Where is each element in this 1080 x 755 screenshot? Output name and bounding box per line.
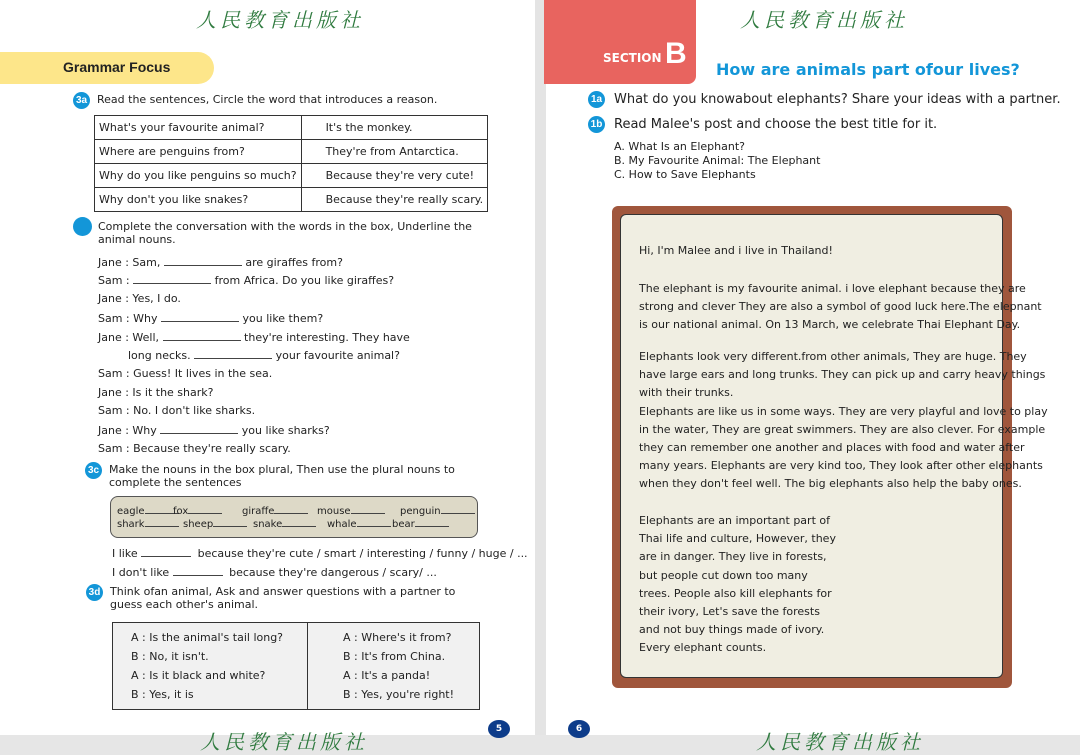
blank-line[interactable] bbox=[161, 311, 239, 322]
line-text: Jane : Sam, bbox=[98, 256, 164, 269]
page-number: 6 bbox=[568, 720, 590, 738]
page-title: How are animals part ofour lives? bbox=[716, 60, 1020, 79]
post-line: and not buy things made of ivory. bbox=[639, 623, 825, 637]
blank-line[interactable] bbox=[164, 255, 242, 266]
grammar-focus-band bbox=[0, 52, 214, 84]
section-b-band bbox=[544, 0, 696, 84]
dialog-line: A : Where's it from? bbox=[343, 631, 452, 644]
word-item bbox=[327, 517, 391, 530]
ex3c-instruction: Make the nouns in the box plural, Then use the plural nouns to complete the sentences bbox=[109, 463, 455, 489]
line-text: Sam : No. I don't like sharks. bbox=[98, 404, 256, 417]
ex3b-instruction: Complete the conversation with the words in the box, Underline the animal nouns. bbox=[98, 220, 472, 246]
ex3a-row bbox=[95, 164, 488, 188]
ex1b-text: Read Malee's post and choose the best title for it. bbox=[614, 117, 938, 132]
word-text: snake bbox=[253, 519, 283, 530]
word-text: sheep bbox=[183, 519, 214, 530]
post-paragraph-3 bbox=[639, 512, 836, 658]
word-text: bear bbox=[392, 519, 415, 530]
publisher-logo-bottom: 人民教育出版社 bbox=[200, 730, 368, 754]
blank-line[interactable] bbox=[282, 517, 316, 527]
word-text: shark bbox=[117, 519, 145, 530]
dialog-line: B : Yes, you're right! bbox=[343, 688, 455, 701]
conversation-line bbox=[98, 330, 410, 344]
dialog-right-column bbox=[309, 623, 479, 709]
publisher-logo-bottom: 人民教育出版社 bbox=[756, 730, 924, 754]
section-title: Grammar Focus bbox=[63, 59, 171, 75]
word-text: giraffe bbox=[242, 506, 275, 517]
line-text: long necks. bbox=[128, 349, 195, 362]
line-text: Jane : Why bbox=[98, 424, 161, 437]
blank-line[interactable] bbox=[274, 504, 308, 514]
post-line: many years. Elephants are very kind too, They look after other elephants bbox=[639, 459, 1043, 473]
word-text: fox bbox=[173, 506, 189, 517]
word-text: mouse bbox=[317, 506, 351, 517]
publisher-logo: 人民教育出版社 bbox=[196, 8, 364, 32]
post-line: their ivory, Let's save the forests bbox=[639, 605, 820, 619]
ex3a-row bbox=[95, 140, 488, 164]
post-line: trees. People also kill elephants for bbox=[639, 586, 832, 600]
blank-line[interactable] bbox=[194, 348, 272, 359]
post-line: The elephant is my favourite animal. i love elephant because they are bbox=[639, 282, 1026, 295]
line-text: Sam : bbox=[98, 274, 134, 287]
page-number: 5 bbox=[488, 720, 510, 738]
conversation-line bbox=[98, 255, 343, 269]
section-letter: B bbox=[665, 37, 687, 70]
post-line: Elephants are like us in some ways. They are very playful and love to play bbox=[639, 404, 1048, 418]
ex3a-table bbox=[94, 115, 488, 212]
post-line: they can remember one another and places with food and water after bbox=[639, 441, 1025, 455]
post-greeting: Hi, I'm Malee and i live in Thailand! bbox=[639, 244, 833, 257]
sentence-like bbox=[112, 546, 528, 561]
blank-line[interactable] bbox=[145, 517, 179, 527]
ex3a-row bbox=[95, 188, 488, 212]
badge-3c: 3c bbox=[85, 462, 102, 479]
blank-line[interactable] bbox=[351, 504, 385, 514]
sentence-dont-like-post: because they're dangerous / scary/ ... bbox=[229, 566, 437, 579]
conversation-line bbox=[98, 423, 330, 437]
blank-line[interactable] bbox=[133, 273, 211, 284]
answer-cell: They're from Antarctica. bbox=[301, 140, 488, 164]
word-item bbox=[392, 517, 449, 530]
conversation-line bbox=[98, 311, 323, 325]
ex3a-instruction: Read the sentences, Circle the word that introduces a reason. bbox=[97, 93, 438, 106]
word-text: whale bbox=[327, 519, 357, 530]
option-a[interactable]: A. What Is an Elephant? bbox=[614, 140, 745, 153]
blank-line[interactable] bbox=[173, 565, 223, 576]
blank-line[interactable] bbox=[441, 504, 475, 514]
word-text: eagle bbox=[117, 506, 145, 517]
malee-post bbox=[620, 214, 1048, 678]
malee-post-frame bbox=[612, 206, 1048, 688]
badge-3b bbox=[73, 217, 92, 236]
conversation-line bbox=[98, 273, 394, 287]
post-line: but people cut down too many bbox=[639, 568, 808, 582]
option-b[interactable]: B. My Favourite Animal: The Elephant bbox=[614, 154, 821, 167]
line-text: Sam : Why bbox=[98, 312, 161, 325]
post-paragraph-1 bbox=[639, 280, 1042, 335]
word-item bbox=[242, 504, 308, 517]
answer-cell: It's the monkey. bbox=[301, 116, 488, 140]
line-text: from Africa. Do you like giraffes? bbox=[211, 274, 395, 287]
dialog-line: A : Is the animal's tail long? bbox=[131, 631, 284, 644]
post-line: Thai life and culture, However, they bbox=[639, 532, 836, 546]
section-label: SECTION bbox=[603, 51, 662, 65]
line-text: Sam : Because they're really scary. bbox=[98, 442, 291, 455]
line-text: you like sharks? bbox=[238, 424, 330, 437]
sentence-like-pre: I like bbox=[112, 547, 138, 560]
line-text: they're interesting. They have bbox=[240, 331, 410, 344]
blank-line[interactable] bbox=[188, 504, 222, 514]
line-text: Jane : Yes, I do. bbox=[98, 292, 181, 305]
question-cell: What's your favourite animal? bbox=[95, 116, 302, 140]
dialog-box bbox=[112, 622, 480, 710]
conversation-line bbox=[98, 442, 291, 455]
line-text: your favourite animal? bbox=[272, 349, 400, 362]
badge-1a: 1a bbox=[588, 91, 605, 108]
word-item bbox=[400, 504, 475, 517]
conversation-line bbox=[98, 367, 272, 380]
badge-3d: 3d bbox=[86, 584, 103, 601]
option-c[interactable]: C. How to Save Elephants bbox=[614, 168, 756, 181]
left-page bbox=[0, 0, 535, 754]
conversation-line bbox=[98, 292, 181, 305]
dialog-line: A : It's a panda! bbox=[343, 669, 431, 682]
line-text: Jane : Well, bbox=[98, 331, 163, 344]
question-cell: Why don't you like snakes? bbox=[95, 188, 302, 212]
dialog-line: B : It's from China. bbox=[343, 650, 446, 663]
post-line: with their trunks. bbox=[639, 386, 734, 400]
post-line: have large ears and long trunks. They can pick up and carry heavy things bbox=[639, 368, 1046, 382]
word-text: penguin bbox=[400, 506, 441, 517]
page-gutter bbox=[535, 0, 546, 735]
blank-line[interactable] bbox=[213, 517, 247, 527]
question-cell: Where are penguins from? bbox=[95, 140, 302, 164]
dialog-left-column bbox=[113, 623, 308, 709]
word-item bbox=[173, 504, 222, 517]
post-line: is our national animal. On 13 March, we celebrate Thai Elephant Day. bbox=[639, 318, 1021, 332]
word-item bbox=[117, 504, 179, 517]
post-line: Every elephant counts. bbox=[639, 641, 767, 655]
line-text: Jane : Is it the shark? bbox=[98, 386, 214, 399]
word-box bbox=[110, 496, 478, 538]
line-text: are giraffes from? bbox=[241, 256, 343, 269]
post-line: in the water, They are great swimmers. They are also clever. For example bbox=[639, 422, 1046, 436]
answer-cell: Because they're really scary. bbox=[301, 188, 488, 212]
ex3a-row bbox=[95, 116, 488, 140]
word-item bbox=[117, 517, 179, 530]
blank-line[interactable] bbox=[357, 517, 391, 527]
conversation-line bbox=[128, 348, 400, 362]
answer-cell: Because they're very cute! bbox=[301, 164, 488, 188]
dialog-line: B : No, it isn't. bbox=[131, 650, 209, 663]
blank-line[interactable] bbox=[160, 423, 238, 434]
blank-line[interactable] bbox=[141, 546, 191, 557]
blank-line[interactable] bbox=[163, 330, 241, 341]
word-item bbox=[317, 504, 385, 517]
conversation-line bbox=[98, 404, 255, 417]
post-line: strong and clever They are also a symbol of good luck here.The elepnant bbox=[639, 300, 1042, 314]
ex1a-text: What do you knowabout elephants? Share your ideas with a partner. bbox=[614, 92, 1061, 107]
title-options bbox=[614, 140, 820, 182]
word-item bbox=[253, 517, 316, 530]
question-cell: Why do you like penguins so much? bbox=[95, 164, 302, 188]
badge-3a: 3a bbox=[73, 92, 90, 109]
post-paragraph-2 bbox=[639, 348, 1048, 494]
sentence-dont-like-pre: I don't like bbox=[112, 566, 170, 579]
sentence-dont-like bbox=[112, 565, 437, 580]
badge-1b: 1b bbox=[588, 116, 605, 133]
dialog-line: A : Is it black and white? bbox=[131, 669, 266, 682]
sentence-like-post: because they're cute / smart / interesting / funny / huge / ... bbox=[197, 547, 528, 560]
post-line: when they don't feel well. The big elephants also help the baby ones. bbox=[639, 477, 1022, 491]
line-text: Sam : Guess! It lives in the sea. bbox=[98, 367, 273, 380]
post-line: Elephants are an important part of bbox=[639, 514, 830, 527]
line-text: you like them? bbox=[239, 312, 324, 325]
post-line: Elephants look very different.from other animals, They are huge. They bbox=[639, 350, 1027, 363]
ex3d-instruction: Think ofan animal, Ask and answer questions with a partner to guess each other's animal. bbox=[110, 585, 456, 611]
blank-line[interactable] bbox=[415, 517, 449, 527]
conversation-line bbox=[98, 386, 213, 399]
word-item bbox=[183, 517, 247, 530]
post-line: are in danger. They live in forests, bbox=[639, 550, 827, 564]
dialog-line: B : Yes, it is bbox=[131, 688, 194, 701]
publisher-logo: 人民教育出版社 bbox=[740, 8, 908, 32]
